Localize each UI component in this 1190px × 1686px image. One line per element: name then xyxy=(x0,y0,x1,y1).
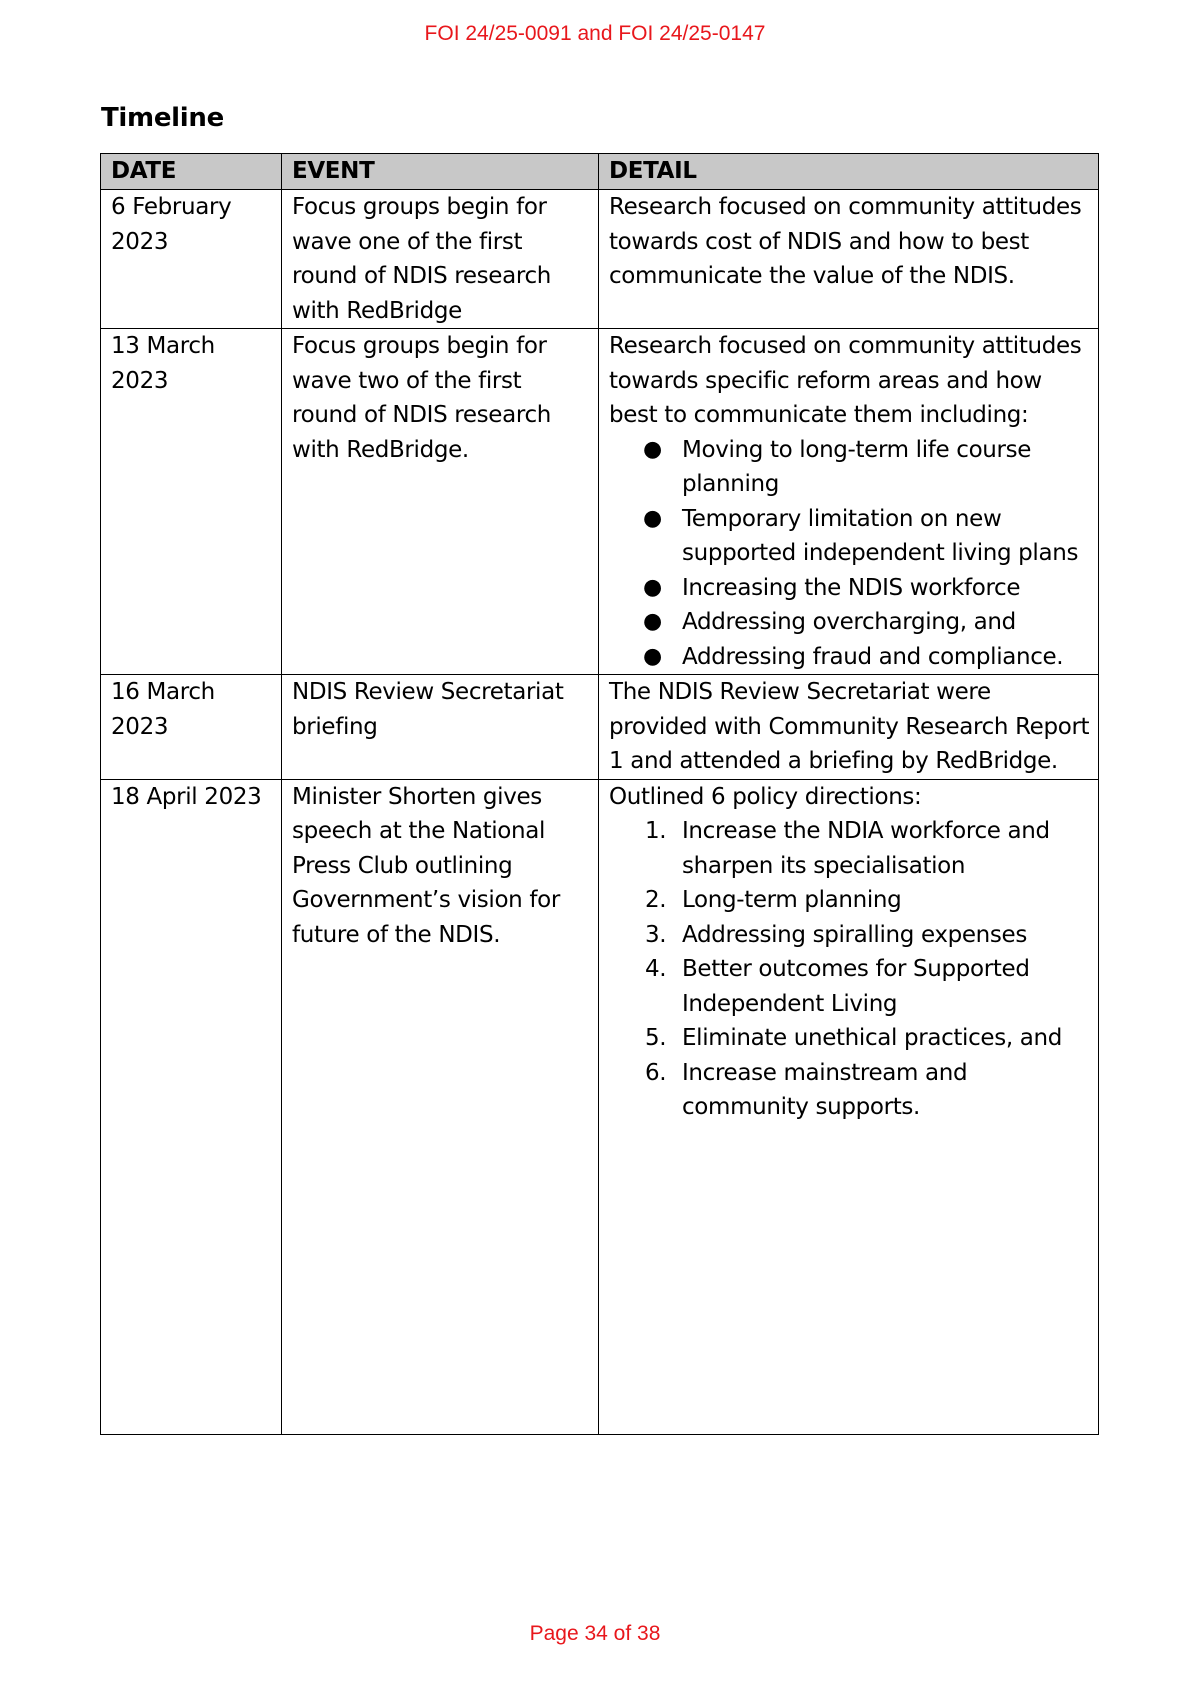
list-item xyxy=(609,1056,1092,1125)
row-date: 13 March 2023 xyxy=(101,329,282,675)
bullet-icon: ● xyxy=(643,609,662,634)
column-header-event: EVENT xyxy=(282,154,599,190)
table-row xyxy=(101,190,1099,329)
row-date: 16 March 2023 xyxy=(101,675,282,780)
list-item-text: Temporary limitation on new supported independent living plans xyxy=(682,505,1079,566)
row-detail xyxy=(599,329,1099,675)
page-number: Page 34 of 38 xyxy=(529,1622,661,1645)
column-header-detail: DETAIL xyxy=(599,154,1099,190)
row-detail: Research focused on community attitudes towards cost of NDIS and how to best communicate the value of the NDIS. xyxy=(599,190,1099,329)
list-number: 3. xyxy=(645,921,667,948)
bullet-icon: ● xyxy=(643,574,662,600)
table-header-row xyxy=(101,154,1099,190)
list-item xyxy=(609,883,1092,918)
list-item-text: Long-term planning xyxy=(682,887,902,913)
table-row xyxy=(101,779,1099,1434)
list-item xyxy=(609,571,1092,606)
list-item xyxy=(609,640,1092,675)
bullet-icon: ● xyxy=(643,643,662,669)
table-row xyxy=(101,329,1099,675)
list-number: 1. xyxy=(645,818,667,844)
row-detail xyxy=(599,779,1099,1434)
row-event: NDIS Review Secretariat briefing xyxy=(282,675,599,780)
row-date: 18 April 2023 xyxy=(101,779,282,1434)
list-number: 5. xyxy=(645,1025,667,1051)
list-item-text: Eliminate unethical practices, and xyxy=(682,1025,1062,1051)
detail-intro: Outlined 6 policy directions: xyxy=(609,783,922,810)
list-item xyxy=(609,605,1092,640)
list-item-text: Increase the NDIA workforce and sharpen its specialisation xyxy=(682,818,1050,879)
bullet-icon: ● xyxy=(643,505,662,531)
list-item xyxy=(609,952,1092,1021)
page-title: Timeline xyxy=(101,103,224,133)
table-row xyxy=(101,675,1099,780)
row-date: 6 February 2023 xyxy=(101,190,282,329)
reform-areas-list xyxy=(609,433,1092,675)
bullet-icon: ● xyxy=(643,436,662,462)
foi-reference-header: FOI 24/25-0091 and FOI 24/25-0147 xyxy=(424,22,766,45)
list-item-text: Addressing overcharging, and xyxy=(682,609,1016,635)
policy-directions-list xyxy=(609,814,1092,1125)
row-event: Minister Shorten gives speech at the National Press Club outlining Government’s vision for future of the NDIS. xyxy=(282,779,599,1434)
list-item xyxy=(609,502,1092,571)
row-event: Focus groups begin for wave one of the first round of NDIS research with RedBridge xyxy=(282,190,599,329)
list-number: 2. xyxy=(645,887,667,913)
list-item-text: Moving to long-term life course planning xyxy=(682,436,1032,497)
list-item xyxy=(609,814,1092,883)
timeline-table xyxy=(100,153,1099,1435)
list-number: 6. xyxy=(645,1059,667,1086)
list-item xyxy=(609,918,1092,953)
list-item xyxy=(609,433,1092,502)
list-number: 4. xyxy=(645,956,667,982)
list-item-text: Better outcomes for Supported Independent Living xyxy=(682,956,1030,1017)
list-item-text: Addressing spiralling expenses xyxy=(682,921,1027,948)
detail-intro: Research focused on community attitudes towards specific reform areas and how best to communicate them including: xyxy=(609,333,1082,428)
list-item xyxy=(609,1021,1092,1056)
row-detail: The NDIS Review Secretariat were provided with Community Research Report 1 and attended a briefing by RedBridge. xyxy=(599,675,1099,780)
list-item-text: Addressing fraud and compliance. xyxy=(682,643,1064,670)
list-item-text: Increase mainstream and community supports. xyxy=(682,1059,968,1120)
list-item-text: Increasing the NDIS workforce xyxy=(682,574,1021,601)
row-event: Focus groups begin for wave two of the first round of NDIS research with RedBridge. xyxy=(282,329,599,675)
column-header-date: DATE xyxy=(101,154,282,190)
